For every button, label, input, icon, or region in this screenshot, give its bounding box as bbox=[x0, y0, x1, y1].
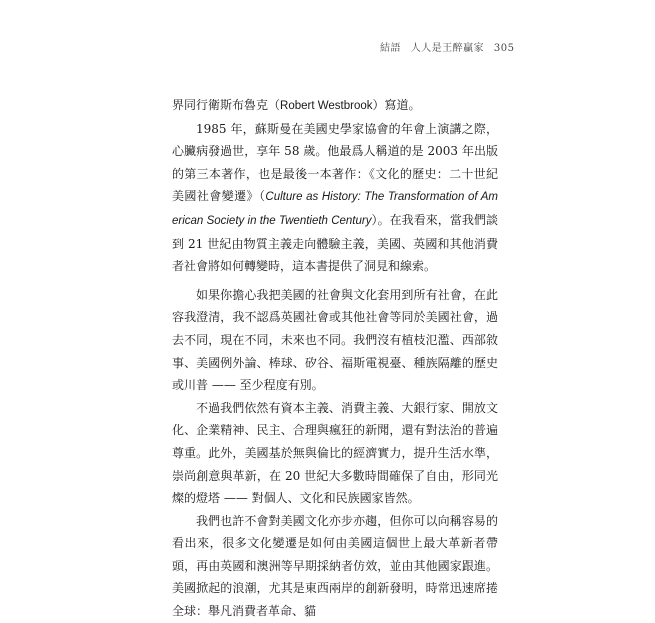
section-label: 結語 bbox=[380, 43, 401, 54]
text-run: ）寫道。 bbox=[372, 98, 421, 112]
chapter-title: 人人是王醉贏家 bbox=[410, 43, 485, 54]
text-run: ）。在我看來，當我們談到 21 世紀由物質主義走向體驗主義，美國、英國和其他消費者社會將如何轉變時，這本書提供了洞見和線索。 bbox=[172, 212, 498, 274]
paragraph bbox=[172, 118, 498, 278]
text-run: 1985 年，蘇斯曼在美國史學家協會的年會上演講之際，心臟病發過世，享年 58 歲。他最爲人稱道的是 2003 年出版的第三本著作，也是最後一本著作：《文化的歷史：二十世紀美國社會變遷》（ bbox=[172, 121, 498, 204]
text-run: 界同行衛斯布魯克（ bbox=[172, 98, 281, 112]
paragraph: 不過我們依然有資本主義、消費主義、大銀行家、開放文化、企業精神、民主、合理與瘋狂的新聞，還有對法治的普遍尊重。此外，美國基於無與倫比的經濟實力，提升生活水準，崇尚創意與革新，在 20 世紀大多數時間確保了自由，形同光燦的燈塔 —— 對個人、文化和民族國家皆然。 bbox=[172, 400, 498, 506]
running-head bbox=[380, 39, 520, 54]
page-number: 305 bbox=[493, 43, 515, 54]
body-text bbox=[172, 94, 498, 623]
paragraph-continued bbox=[172, 94, 498, 118]
paragraph: 我們也許不會對美國文化亦步亦趨，但你可以向稱容易的看出來，很多文化變遷是如何由美國這個世上最大革新者帶頭，再由英國和澳洲等早期採納者仿效，並由其他國家跟進。美國掀起的浪潮，尤其是東西兩岸的創新發明，時常迅速席捲全球：舉凡消費者革命、貓 bbox=[172, 513, 498, 619]
paragraph: 如果你擔心我把美國的社會與文化套用到所有社會，在此容我澄清，我不認爲英國社會或其他社會等同於美國社會，過去不同，現在不同，未來也不同。我們沒有植枝氾濫、西部敘事、美國例外論、棒球、矽谷、福斯電視臺、種族隔離的歷史或川普 —— 至少程度有別。 bbox=[172, 287, 498, 393]
book-title-english: Culture as History: The Transformation of American Society in the Twentieth Century bbox=[172, 191, 498, 227]
author-name: Robert Westbrook bbox=[280, 100, 373, 112]
